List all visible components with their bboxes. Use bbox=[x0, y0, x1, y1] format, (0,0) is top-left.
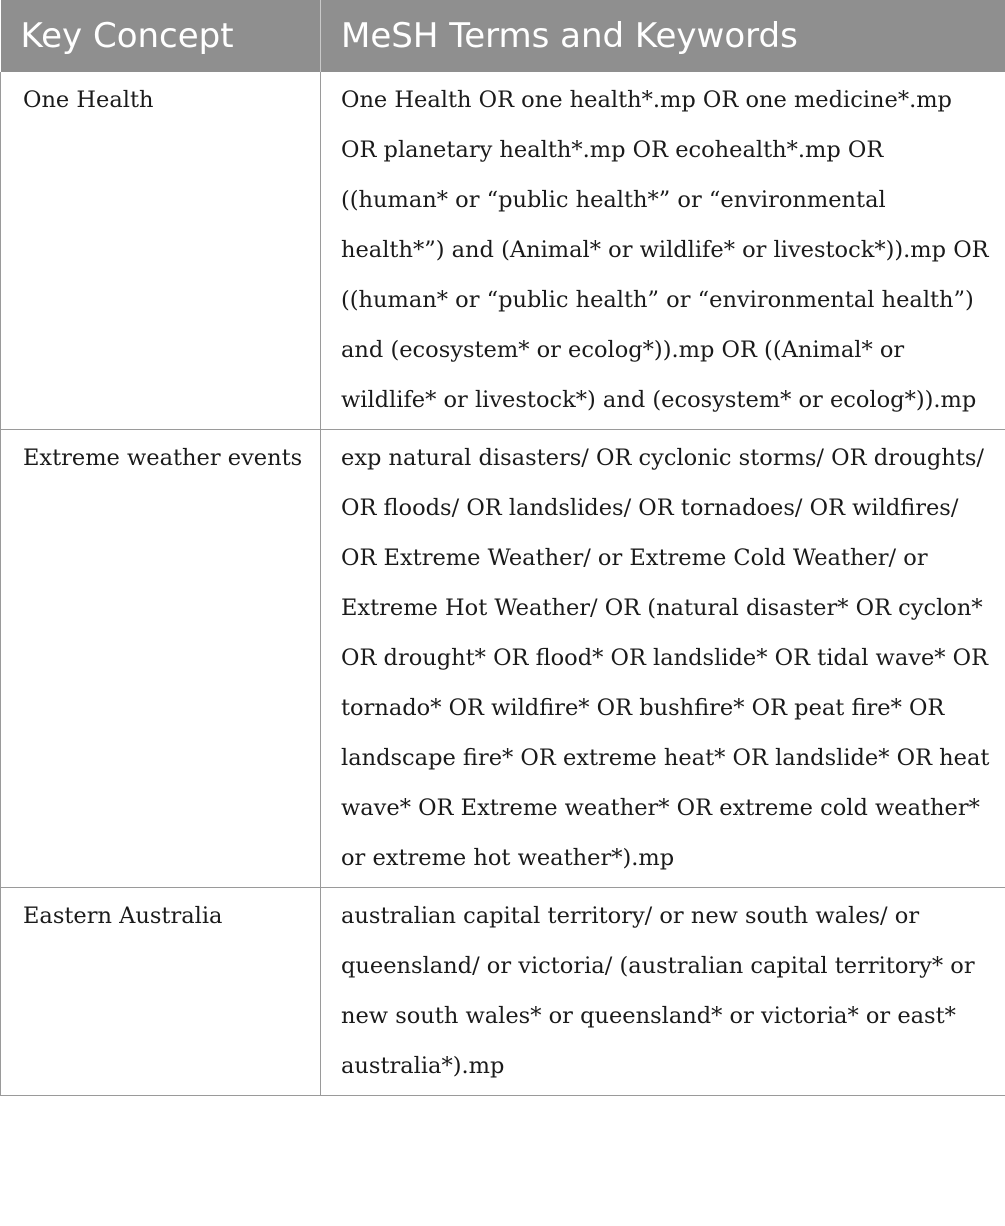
row-concept-cell: One Health bbox=[1, 72, 321, 430]
table-row bbox=[1, 72, 1005, 430]
row-terms-cell: australian capital territory/ or new south wales/ or queensland/ or victoria/ (australian capital territory* or new south wales* or queensland* or victoria* or east* australia*).mp bbox=[321, 888, 1005, 1096]
row-concept-cell: Extreme weather events bbox=[1, 430, 321, 888]
row-terms-cell: exp natural disasters/ OR cyclonic storms/ OR droughts/ OR floods/ OR landslides/ OR tornadoes/ OR wildfires/ OR Extreme Weather/ or Extreme Cold Weather/ or Extreme Hot Weather/ OR (natural disaster* OR cyclon* OR drought* OR flood* OR landslide* OR tidal wave* OR tornado* OR wildfire* OR bushfire* OR peat fire* OR landscape fire* OR extreme heat* OR landslide* OR heat wave* OR Extreme weather* OR extreme cold weather* or extreme hot weather*).mp bbox=[321, 430, 1005, 888]
table-row bbox=[1, 888, 1005, 1096]
header-mesh-terms: MeSH Terms and Keywords bbox=[321, 0, 1005, 72]
table-header-row bbox=[1, 0, 1005, 72]
row-terms-cell: One Health OR one health*.mp OR one medicine*.mp OR planetary health*.mp OR ecohealth*.mp OR ((human* or “public health*” or “environmental health*”) and (Animal* or wildlife* or livestock*)).mp OR ((human* or “public health” or “environmental health”) and (ecosystem* or ecolog*)).mp OR ((Animal* or wildlife* or livestock*) and (ecosystem* or ecolog*)).mp bbox=[321, 72, 1005, 430]
row-concept-cell: Eastern Australia bbox=[1, 888, 321, 1096]
header-key-concept: Key Concept bbox=[1, 0, 321, 72]
table-row bbox=[1, 430, 1005, 888]
